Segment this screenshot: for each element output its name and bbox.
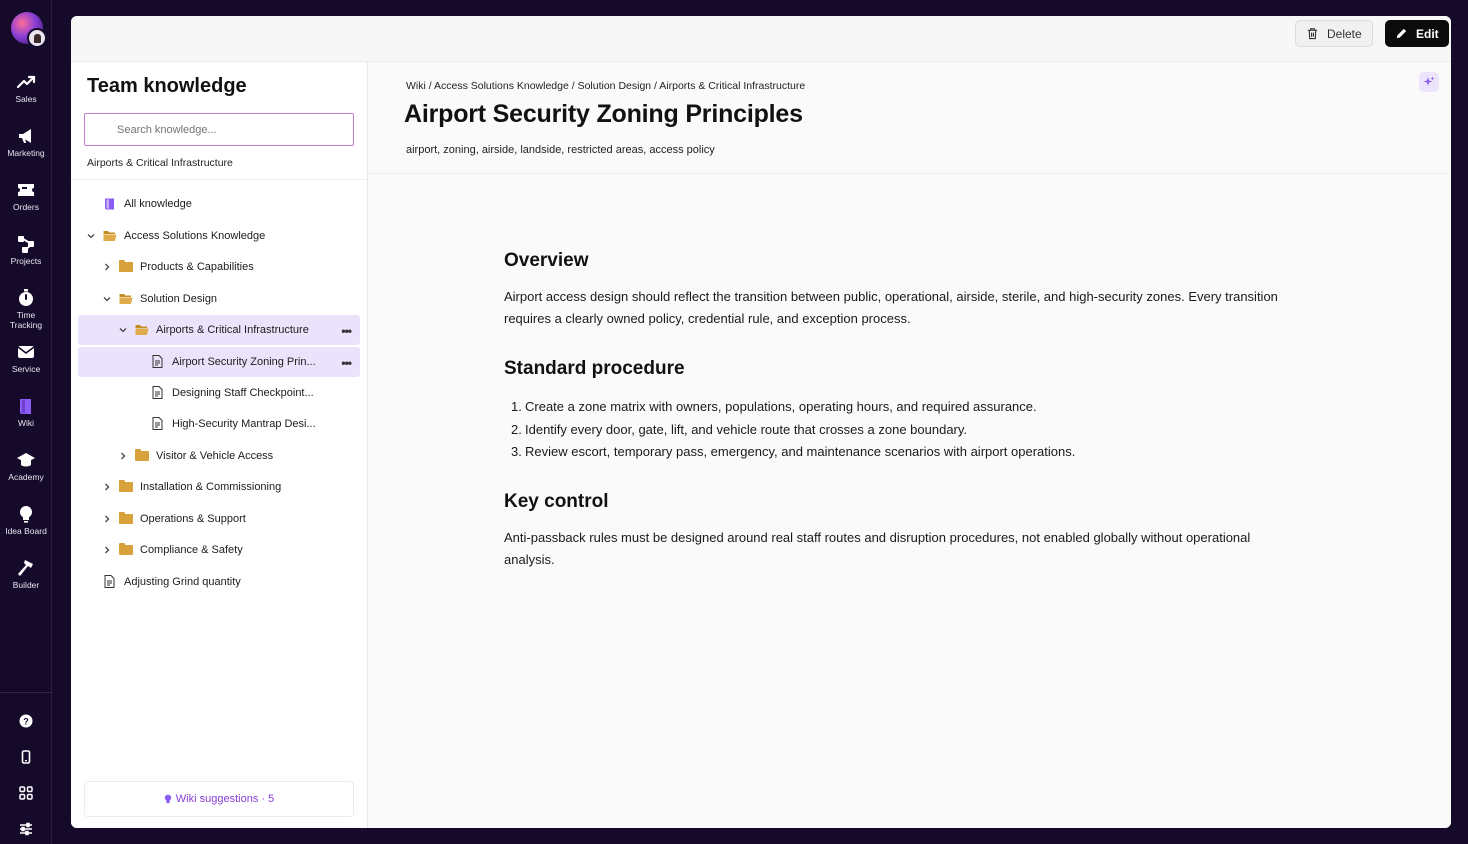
tree-item-label: Solution Design: [140, 293, 218, 305]
chevron-right-icon: [118, 451, 128, 461]
folder-icon: [135, 451, 149, 461]
nav-builder[interactable]: [0, 558, 52, 590]
overview-paragraph: [504, 286, 1316, 330]
app-nav-rail: [0, 0, 52, 844]
tree-item-solution-design[interactable]: [78, 284, 360, 314]
nav-wiki[interactable]: [0, 396, 52, 428]
sidebar-divider: [71, 179, 368, 180]
nav-projects[interactable]: [0, 234, 52, 266]
tree-item-access-solutions-knowledge[interactable]: [78, 221, 360, 251]
sparkle-icon: [1423, 76, 1435, 88]
rail-divider: [0, 692, 52, 693]
delete-label: Delete: [1327, 26, 1362, 41]
nav-sales[interactable]: [0, 72, 52, 104]
tree-item-label: Products & Capabilities: [140, 261, 254, 273]
chevron-down-icon: [86, 231, 96, 241]
sidebar-title: Team knowledge: [87, 75, 247, 97]
key-control-line-1: Anti-passback rules must be designed around real staff routes and disruption procedures, not enabled globally without operational: [504, 530, 1251, 545]
edit-label: Edit: [1416, 26, 1439, 41]
sliders-icon: [19, 822, 33, 836]
nav-orders[interactable]: [0, 180, 52, 212]
help-icon: [19, 714, 33, 728]
tree-item-compliance-safety[interactable]: [78, 535, 360, 565]
book-icon: [103, 198, 117, 210]
megaphone-icon: [16, 126, 36, 146]
nav-wiki-label: Wiki: [17, 418, 35, 428]
mobile-icon: [19, 750, 33, 764]
folder-open-icon: [119, 293, 133, 305]
nav-service-label: Service: [11, 364, 41, 374]
nav-projects-label: Projects: [10, 256, 42, 266]
tree-item-installation-commissioning[interactable]: [78, 472, 360, 502]
nav-academy[interactable]: [0, 450, 52, 482]
procedure-step-text: Create a zone matrix with owners, populations, operating hours, and required assurance.: [525, 399, 1037, 414]
nav-time-tracking[interactable]: [0, 288, 52, 330]
procedure-step: 1. Create a zone matrix with owners, populations, operating hours, and required assurance.: [511, 399, 1037, 414]
tree-item-label: Designing Staff Checkpoint...: [172, 387, 314, 399]
section-heading-standard-procedure: Standard procedure: [504, 358, 685, 379]
mail-icon: [16, 342, 36, 362]
user-avatar[interactable]: [11, 12, 43, 44]
trend-up-icon: [16, 72, 36, 92]
tree-item-label: Access Solutions Knowledge: [124, 230, 266, 242]
breadcrumb: Wiki / Access Solutions Knowledge / Solution Design / Airports & Critical Infrastructure: [406, 80, 806, 92]
tree-item-label: High-Security Mantrap Desi...: [172, 418, 316, 430]
tree-item-label: All knowledge: [124, 198, 192, 210]
key-control-line-2: analysis.: [504, 552, 555, 567]
tree-item-label: Operations & Support: [140, 513, 246, 525]
tree-item-label: Compliance & Safety: [140, 544, 243, 556]
current-filter: Airports & Critical Infrastructure: [87, 157, 233, 169]
nav-builder-label: Builder: [12, 580, 40, 590]
trash-icon: [1306, 27, 1319, 40]
procedure-step-text: Review escort, temporary pass, emergency, and maintenance scenarios with airport operations.: [525, 444, 1076, 459]
document-icon: [152, 417, 163, 430]
nav-service[interactable]: [0, 342, 52, 374]
folder-open-icon: [103, 230, 117, 242]
user-photo-badge: [27, 28, 47, 48]
chevron-right-icon: [102, 482, 112, 492]
svg-text:?: ?: [23, 716, 29, 727]
tree-item-all-knowledge[interactable]: [78, 189, 360, 219]
section-heading-key-control: Key control: [504, 491, 609, 512]
folder-icon: [119, 262, 133, 272]
key-control-paragraph: [504, 527, 1316, 571]
folder-icon: [119, 545, 133, 555]
procedure-step: 2. Identify every door, gate, lift, and vehicle route that crosses a zone boundary.: [511, 421, 968, 437]
apps-button[interactable]: [16, 783, 36, 803]
document-icon: [152, 355, 163, 368]
tree-item-mantrap-design[interactable]: [78, 409, 360, 439]
folder-icon: [119, 514, 133, 524]
article-tags: airport, zoning, airside, landside, restricted areas, access policy: [406, 144, 715, 156]
knowledge-sidebar: [71, 62, 368, 828]
chevron-right-icon: [102, 262, 112, 272]
nav-marketing-label: Marketing: [7, 148, 45, 158]
chevron-down-icon: [118, 325, 128, 335]
lightbulb-icon: [164, 794, 172, 804]
apps-grid-icon: [19, 786, 33, 800]
ticket-icon: [16, 180, 36, 200]
tree-item-adjusting-grind-quantity[interactable]: [78, 567, 360, 597]
nav-academy-label: Academy: [8, 472, 44, 482]
hammer-icon: [16, 558, 36, 578]
overview-line-2: requires a clearly owned policy, credential rule, and exception process.: [504, 311, 911, 326]
folder-icon: [119, 482, 133, 492]
tree-item-label: Installation & Commissioning: [140, 481, 282, 493]
nav-time-tracking-label: Time Tracking: [9, 310, 43, 330]
tree-item-staff-checkpoint[interactable]: [78, 378, 360, 408]
lightbulb-icon: [16, 504, 36, 524]
page-title: Airport Security Zoning Principles: [404, 100, 803, 128]
folder-open-icon: [135, 324, 149, 336]
procedure-step-text: Identify every door, gate, lift, and vehicle route that crosses a zone boundary.: [525, 421, 968, 437]
tree-item-label: Airports & Critical Infrastructure: [156, 324, 309, 336]
chevron-down-icon: [102, 294, 112, 304]
section-heading-overview: Overview: [504, 250, 589, 271]
edit-button[interactable]: [1385, 20, 1449, 47]
help-button[interactable]: [16, 711, 36, 731]
tree-item-label: Adjusting Grind quantity: [124, 576, 241, 588]
top-toolbar: [71, 16, 1451, 62]
nav-sales-label: Sales: [15, 94, 37, 104]
flow-icon: [16, 234, 36, 254]
book-icon: [16, 396, 36, 416]
pencil-icon: [1395, 27, 1408, 40]
stopwatch-icon: [16, 288, 36, 308]
tree-item-label: Airport Security Zoning Prin...: [172, 356, 316, 368]
nav-idea-board-label: Idea Board: [5, 526, 47, 536]
delete-button[interactable]: [1295, 20, 1373, 47]
procedure-steps: [504, 396, 1075, 464]
main-window: [71, 16, 1451, 828]
tree-item-airports-critical-infrastructure[interactable]: [78, 315, 360, 345]
tree-item-operations-support[interactable]: [78, 504, 360, 534]
tree-item-label: Visitor & Vehicle Access: [156, 450, 274, 462]
article-view: [368, 62, 1451, 828]
nav-orders-label: Orders: [13, 202, 39, 212]
wiki-suggestions-button[interactable]: [84, 781, 354, 817]
wiki-suggestions-label: Wiki suggestions · 5: [175, 793, 275, 805]
document-icon: [152, 386, 163, 399]
more-options-icon[interactable]: •••: [341, 356, 351, 370]
ai-assist-button[interactable]: [1419, 72, 1439, 92]
nav-marketing[interactable]: [0, 126, 52, 158]
article-header: [368, 62, 1451, 174]
chevron-right-icon: [102, 545, 112, 555]
graduation-cap-icon: [16, 450, 36, 470]
more-options-icon[interactable]: •••: [341, 324, 351, 338]
search-input[interactable]: [84, 113, 354, 146]
overview-line-1: Airport access design should reflect the transition between public, operational, airside, sterile, and high-security zones. Every transition: [504, 289, 1278, 304]
chevron-right-icon: [102, 514, 112, 524]
tree-item-products-capabilities[interactable]: [78, 252, 360, 282]
tree-item-visitor-vehicle-access[interactable]: [78, 441, 360, 471]
procedure-step: 3. Review escort, temporary pass, emergency, and maintenance scenarios with airport operations.: [511, 444, 1076, 459]
settings-button[interactable]: [16, 819, 36, 839]
mobile-button[interactable]: [16, 747, 36, 767]
document-icon: [104, 575, 115, 588]
nav-idea-board[interactable]: [0, 504, 52, 536]
tree-item-airport-security-zoning[interactable]: [78, 347, 360, 377]
